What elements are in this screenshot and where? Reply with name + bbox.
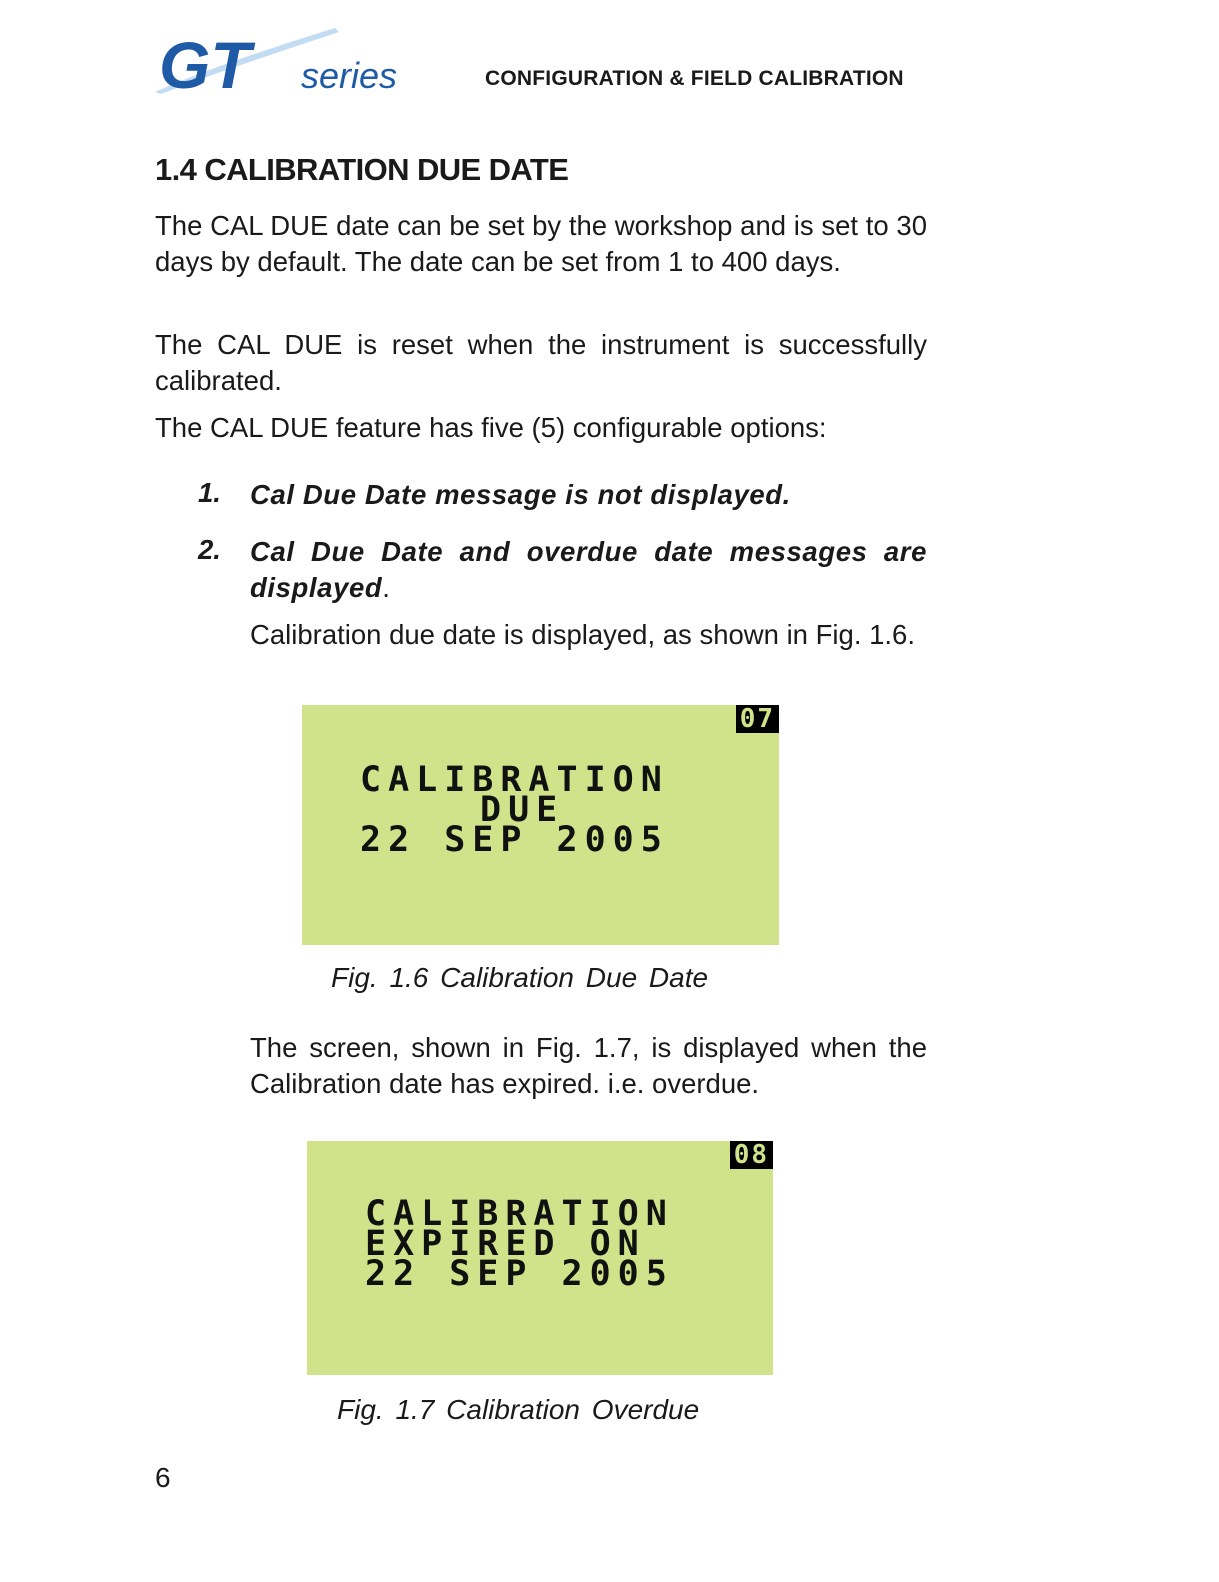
option-2-text [250, 534, 927, 606]
option-2-description: Calibration due date is displayed, as shown in Fig. 1.6. [250, 619, 915, 650]
option-1-text: Cal Due Date message is not displayed. [250, 479, 791, 510]
header-title: CONFIGURATION & FIELD CALIBRATION [485, 67, 904, 90]
lcd-line-1: CALIBRATION [365, 1194, 674, 1234]
lcd-screen-number-badge: 07 [736, 705, 779, 733]
figure-1-6-caption: Fig. 1.6 Calibration Due Date [331, 962, 709, 993]
lcd-line-2: DUE [480, 790, 565, 830]
option-1-number: 1. [198, 477, 221, 508]
option-2-text-body: Cal Due Date and overdue date messages are displayed [250, 536, 927, 603]
option-2-number: 2. [198, 534, 221, 565]
lcd-line-3: 22 SEP 2005 [360, 820, 669, 860]
section-title-text: CALIBRATION DUE DATE [204, 152, 569, 187]
lcd-line-1: CALIBRATION [360, 760, 669, 800]
lcd-screen-number-badge: 08 [730, 1141, 773, 1169]
paragraph-cal-due-default: The CAL DUE date can be set by the workshop and is set to 30 days by default. The date can be set from 1 to 400 days. [155, 210, 927, 277]
lcd-screen-fig-1-7 [307, 1141, 773, 1375]
option-2-text-suffix: . [382, 572, 391, 603]
logo-sub-text: series [301, 55, 398, 96]
logo-graphic [153, 26, 413, 98]
gt-series-logo [153, 26, 413, 98]
page-number: 6 [155, 1462, 171, 1493]
section-title [155, 152, 568, 188]
lcd-screen-fig-1-6 [302, 705, 779, 945]
logo-main-text: GT [159, 28, 251, 98]
paragraph-cal-due-reset: The CAL DUE is reset when the instrument is successfully calibrated. [155, 329, 927, 396]
figure-1-7-caption: Fig. 1.7 Calibration Overdue [337, 1394, 700, 1425]
paragraph-options-intro: The CAL DUE feature has five (5) configurable options: [155, 412, 827, 443]
section-number: 1.4 [155, 152, 197, 187]
lcd-line-3: 22 SEP 2005 [365, 1254, 674, 1294]
overdue-description: The screen, shown in Fig. 1.7, is displayed when the Calibration date has expired. i.e. overdue. [250, 1032, 927, 1099]
lcd-line-2: EXPIRED ON [365, 1224, 646, 1264]
